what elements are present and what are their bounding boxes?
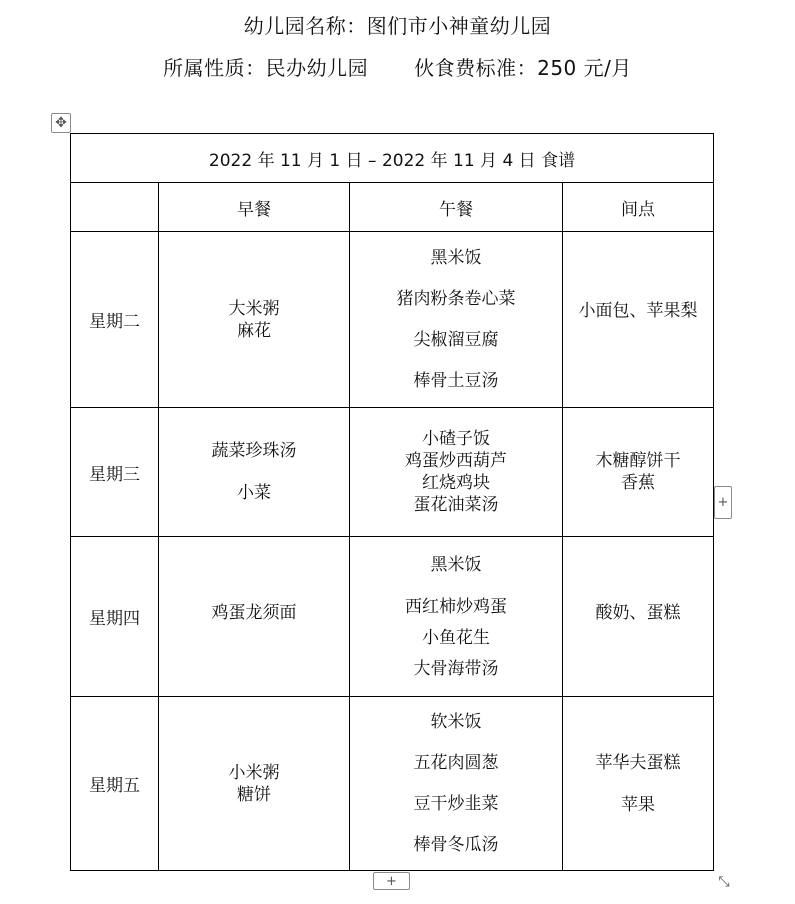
table-row bbox=[71, 408, 714, 537]
menu-item: 猪肉粉条卷心菜 bbox=[396, 289, 516, 309]
menu-item: 苹华夫蛋糕 bbox=[595, 752, 681, 773]
lunch-cell bbox=[350, 232, 563, 408]
menu-item: 糖饼 bbox=[237, 784, 271, 805]
table-resize-icon[interactable]: ⤡ bbox=[714, 872, 734, 892]
add-column-icon[interactable]: + bbox=[714, 486, 732, 519]
table-row bbox=[71, 537, 714, 697]
header-breakfast: 早餐 bbox=[159, 183, 350, 232]
kindergarten-name: 幼儿园名称：图们市小神童幼儿园 bbox=[243, 14, 552, 38]
fee-text: 伙食费标准：250 元/月 bbox=[414, 56, 632, 80]
snack-cell bbox=[563, 232, 714, 408]
menu-item: 酸奶、蛋糕 bbox=[595, 603, 681, 623]
nature-text: 所属性质：民办幼儿园 bbox=[163, 56, 369, 80]
table-title: 2022 年 11 月 1 日 – 2022 年 11 月 4 日 食谱 bbox=[71, 134, 714, 183]
table-move-handle-icon[interactable]: ✥ bbox=[51, 113, 71, 133]
breakfast-cell bbox=[159, 232, 350, 408]
menu-table bbox=[70, 133, 714, 871]
menu-item: 棒骨土豆汤 bbox=[413, 371, 499, 391]
table-header-row bbox=[71, 183, 714, 232]
lunch-cell bbox=[350, 697, 563, 871]
menu-item: 红烧鸡块 bbox=[422, 473, 490, 493]
day-cell: 星期二 bbox=[71, 232, 159, 408]
lunch-cell bbox=[350, 408, 563, 537]
table-row bbox=[71, 232, 714, 408]
menu-item: 麻花 bbox=[237, 320, 271, 341]
menu-item: 黑米饭 bbox=[430, 248, 482, 268]
breakfast-cell bbox=[159, 697, 350, 871]
menu-item: 小鱼花生 bbox=[422, 627, 490, 648]
menu-item: 蛋花油菜汤 bbox=[413, 495, 499, 515]
add-row-icon[interactable]: + bbox=[373, 872, 410, 890]
breakfast-cell bbox=[159, 408, 350, 537]
menu-item: 棒骨冬瓜汤 bbox=[413, 835, 499, 855]
menu-item: 小碴子饭 bbox=[422, 429, 490, 449]
menu-item: 西红柿炒鸡蛋 bbox=[405, 596, 507, 617]
table-row bbox=[71, 697, 714, 871]
menu-item: 蔬菜珍珠汤 bbox=[211, 441, 297, 461]
snack-cell bbox=[563, 408, 714, 537]
menu-item: 小面包、苹果梨 bbox=[578, 300, 698, 321]
menu-item: 豆干炒韭菜 bbox=[413, 794, 499, 814]
header-info-line bbox=[0, 52, 795, 81]
menu-item: 大骨海带汤 bbox=[413, 658, 499, 679]
lunch-cell bbox=[350, 537, 563, 697]
header-snack: 间点 bbox=[563, 183, 714, 232]
header-lunch: 午餐 bbox=[350, 183, 563, 232]
menu-item: 五花肉圆葱 bbox=[413, 753, 499, 773]
snack-cell bbox=[563, 697, 714, 871]
snack-cell bbox=[563, 537, 714, 697]
day-cell: 星期五 bbox=[71, 697, 159, 871]
breakfast-cell bbox=[159, 537, 350, 697]
menu-item: 木糖醇饼干 bbox=[595, 451, 681, 471]
menu-item: 大米粥 bbox=[228, 298, 280, 319]
menu-item: 小菜 bbox=[237, 483, 271, 503]
menu-item: 尖椒溜豆腐 bbox=[413, 330, 499, 350]
menu-item: 苹果 bbox=[621, 794, 655, 815]
menu-item: 鸡蛋龙须面 bbox=[211, 603, 297, 623]
header-day bbox=[71, 183, 159, 232]
day-cell: 星期四 bbox=[71, 537, 159, 697]
menu-item: 黑米饭 bbox=[430, 554, 482, 575]
menu-item: 香蕉 bbox=[621, 473, 655, 493]
menu-item: 鸡蛋炒西葫芦 bbox=[405, 451, 507, 471]
menu-item: 软米饭 bbox=[430, 712, 482, 732]
day-cell: 星期三 bbox=[71, 408, 159, 537]
menu-item: 小米粥 bbox=[228, 762, 280, 783]
